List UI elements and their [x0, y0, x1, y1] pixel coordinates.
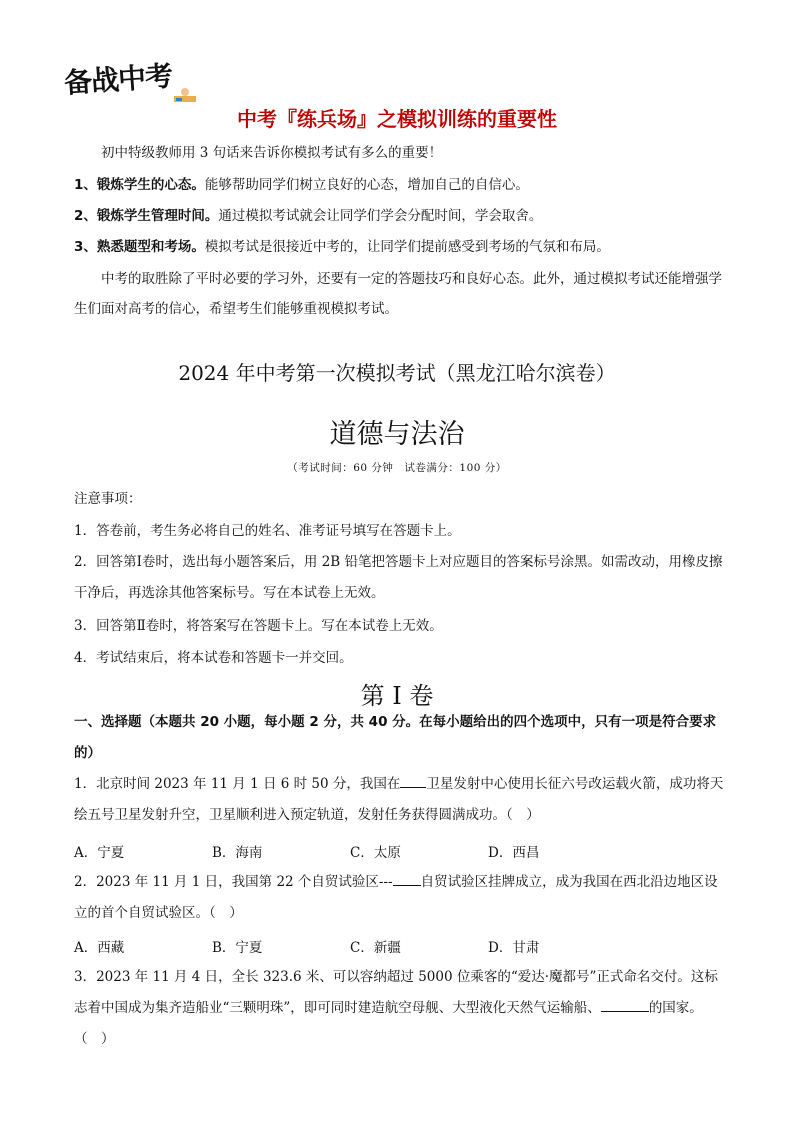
student-illustration-icon: [172, 86, 198, 104]
exam-meta: （考试时间：60 分钟 试卷满分：100 分）: [287, 462, 507, 474]
option-d: D．西昌: [488, 845, 540, 861]
promo-title: 中考『练兵场』之模拟训练的重要性: [237, 107, 557, 131]
option-b: B．宁夏: [212, 940, 263, 956]
answer-blank: [393, 885, 421, 886]
section-instruction: 一、选择题（本题共 20 小题，每小题 2 分，共 40 分。在每小题给出的四个选项中，只有一项是符合要求的）: [74, 714, 717, 761]
option-c: C．新疆: [350, 940, 401, 956]
promo-point-1: 1、锻炼学生的心态。能够帮助同学们树立良好的心态，增加自己的自信心。: [74, 177, 529, 193]
option-a: A．宁夏: [74, 845, 125, 861]
question-1: 1．北京时间 2023 年 11 月 1 日 6 时 50 分，我国在 卫星发射中心使用长征六号改运载火箭，成功将天绘五号卫星发射升空，卫星顺利进入预定轨道，发射任务获得圆满成功。（ ）: [74, 776, 724, 823]
exam-title: 2024 年中考第一次模拟考试（黑龙江哈尔滨卷）: [178, 361, 616, 385]
question-2: 2．2023 年 11 月 1 日，我国第 22 个自贸试验区--- 自贸试验区挂牌成立，成为我国在西北沿边地区设立的首个自贸试验区。（ ）: [74, 874, 718, 921]
option-c: C．太原: [350, 845, 401, 861]
logo-text: 备战中考: [63, 59, 174, 100]
promo-intro: 初中特级教师用 3 句话来告诉你模拟考试有多么的重要！: [101, 145, 443, 161]
answer-blank: [400, 787, 426, 788]
note-item: 3．回答第Ⅱ卷时，将答案写在答题卡上。写在本试卷上无效。: [74, 618, 443, 634]
notes-heading: 注意事项：: [74, 491, 142, 507]
promo-closing: 中考的取胜除了平时必要的学习外，还要有一定的答题技巧和良好心态。此外，通过模拟考试还能增强学生们面对高考的信心，希望考生们能够重视模拟考试。: [74, 271, 722, 317]
option-d: D．甘肃: [488, 940, 540, 956]
section-title: 第 I 卷: [360, 682, 434, 710]
question-3: 3．2023 年 11 月 4 日，全长 323.6 米、可以容纳超过 5000 位乘客的“爱达·魔都号”正式命名交付。这标志着中国成为集齐造船业“三颗明珠”，即可同时建造航空母舰、大型液化天然气运输船、 的国家。（ ）: [74, 969, 718, 1047]
note-item: 2．回答第Ⅰ卷时，选出每小题答案后，用 2B 铅笔把答题卡上对应题目的答案标号涂黑。如需改动，用橡皮擦干净后，再选涂其他答案标号。写在本试卷上无效。: [74, 554, 723, 601]
option-a: A．西藏: [74, 940, 125, 956]
note-item: 1．答卷前，考生务必将自己的姓名、准考证号填写在答题卡上。: [74, 523, 461, 539]
answer-blank: [601, 1011, 649, 1012]
exam-subject: 道德与法治: [329, 419, 465, 450]
promo-point-3: 3、熟悉题型和考场。模拟考试是很接近中考的，让同学们提前感受到考场的气氛和布局。: [74, 239, 610, 255]
promo-point-2: 2、锻炼学生管理时间。通过模拟考试就会让同学们学会分配时间，学会取舍。: [74, 208, 543, 224]
question-1-options: [74, 841, 724, 861]
question-2-options: [74, 936, 724, 956]
note-item: 4．考试结束后，将本试卷和答题卡一并交回。: [74, 650, 353, 666]
option-b: B．海南: [212, 845, 263, 861]
